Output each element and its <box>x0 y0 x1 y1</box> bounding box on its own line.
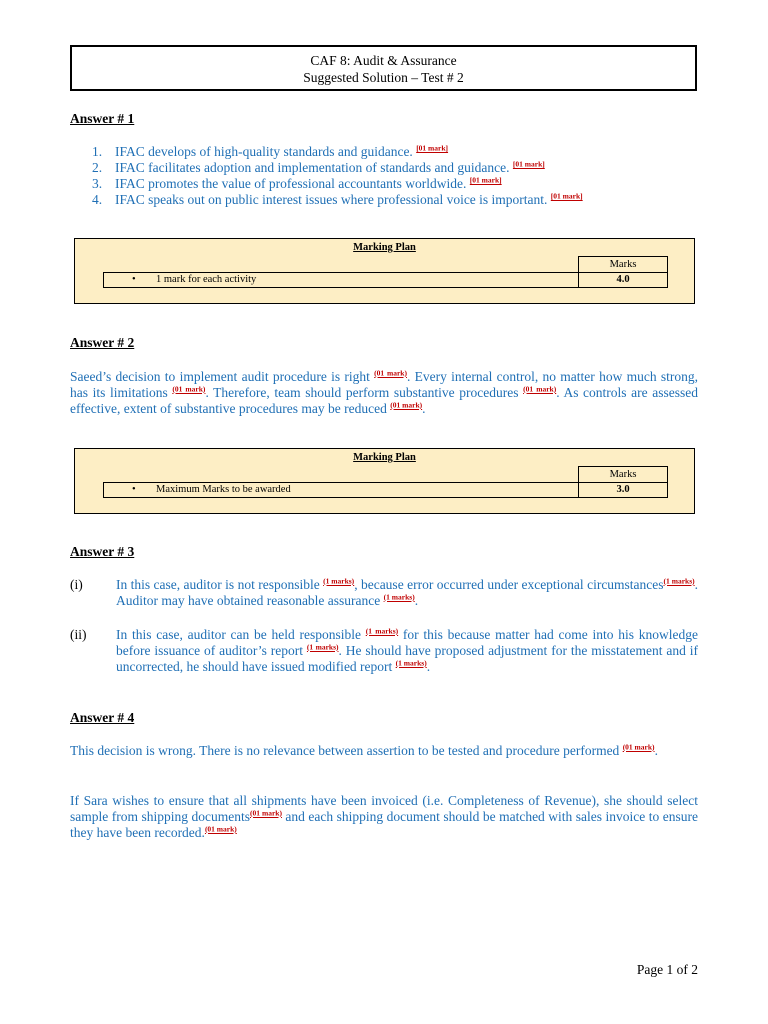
mark-label: [01 mark] <box>512 159 545 169</box>
mark-label: (01 mark) <box>622 742 655 752</box>
marking-plan-description: 1 mark for each activity <box>156 274 257 285</box>
mark-label: (01 mark) <box>523 384 557 394</box>
answer-4-paragraph-2: If Sara wishes to ensure that all shipments have been invoiced (i.e. Completeness of Revenue), she should select sample from shipping documents$^{(01 mark)}$ and each shipping document should be matched with sales invoice to ensure they have been recorded.$^{(01 mark)}$ <box>70 793 698 840</box>
list-item: 3. IFAC promotes the value of professional accountants worldwide. [01 mark] <box>92 175 502 191</box>
mark-label: (1 marks) <box>323 576 355 586</box>
mark-label: (1 marks) <box>395 658 427 668</box>
mark-label: [01 mark] <box>416 143 449 153</box>
mark-label: (01 mark) <box>249 808 282 818</box>
marking-plan-2 <box>74 448 695 514</box>
marking-plan-row <box>103 272 668 288</box>
marking-plan-title: Marking Plan <box>353 452 416 463</box>
list-item: 4. IFAC speaks out on public interest issues where professional voice is important. [01 mark] <box>92 191 583 207</box>
list-item: 2. IFAC facilitates adoption and implementation of standards and guidance. [01 mark] <box>92 159 545 175</box>
marking-plan-title: Marking Plan <box>353 242 416 253</box>
marking-plan-1 <box>74 238 695 304</box>
answer-3-part-ii: (ii) In this case, auditor can be held responsible $^{(1 marks)}$ for this because matter had come into his knowledge before issuance of auditor’s report $^{(1 marks)}$. He should have proposed adjustment for the misstatement and if uncorrected, he should have issued modified report $^{(1 marks)}$. <box>70 626 698 674</box>
document-title: CAF 8: Audit & Assurance <box>310 53 457 68</box>
marking-plan-value: 4.0 <box>616 274 630 285</box>
list-item: 1. IFAC develops of high-quality standards and guidance. [01 mark] <box>92 143 449 159</box>
marks-header: Marks <box>578 256 668 273</box>
answer-1-heading: Answer # 1 <box>70 111 135 126</box>
document-subtitle: Suggested Solution – Test # 2 <box>303 70 464 85</box>
answer-2-paragraph: Saeed’s decision to implement audit procedure is right $^{(01 mark)}$. Every internal control, no matter how much strong, has its limitations $^{(01 mark)}$. Therefore, team should perform substantive procedures $^{(01 mark)}$. As controls are assessed effective, extent of substantive procedures may be reduced $^{(01 mark)}$. <box>70 368 698 416</box>
answer-1-list <box>92 144 692 208</box>
mark-label: [01 mark] <box>550 191 583 201</box>
mark-label: (01 mark) <box>390 400 423 410</box>
answer-4-paragraph-1: This decision is wrong. There is no relevance between assertion to be tested and procedure performed $^{(01 mark)}$. <box>70 742 658 758</box>
mark-label: (1 marks) <box>663 576 695 586</box>
answer-4-heading: Answer # 4 <box>70 710 135 725</box>
marks-header: Marks <box>578 466 668 483</box>
marking-plan-description: Maximum Marks to be awarded <box>156 484 291 495</box>
page-number: Page 1 of 2 <box>636 962 698 977</box>
mark-label: (1 marks) <box>306 642 339 652</box>
part-label: (i) <box>70 577 83 592</box>
answer-2-heading: Answer # 2 <box>70 335 135 350</box>
mark-label: [01 mark] <box>469 175 502 185</box>
marking-plan-value: 3.0 <box>616 484 630 495</box>
answer-3-heading: Answer # 3 <box>70 544 135 559</box>
mark-label: (01 mark) <box>374 368 407 378</box>
marking-plan-row <box>103 482 668 498</box>
mark-label: (01 mark) <box>204 824 237 834</box>
mark-label: (1 marks) <box>383 592 415 602</box>
document-title-box <box>70 45 697 91</box>
mark-label: (01 mark) <box>172 384 206 394</box>
part-label: (ii) <box>70 627 87 642</box>
mark-label: (1 marks) <box>365 626 399 636</box>
answer-3-part-i: (i) In this case, auditor is not responsible $^{(1 marks)}$, because error occurred under exceptional circumstances$^{(1 marks)}$. Auditor may have obtained reasonable assurance $^{(1 marks)}$. <box>70 576 698 608</box>
